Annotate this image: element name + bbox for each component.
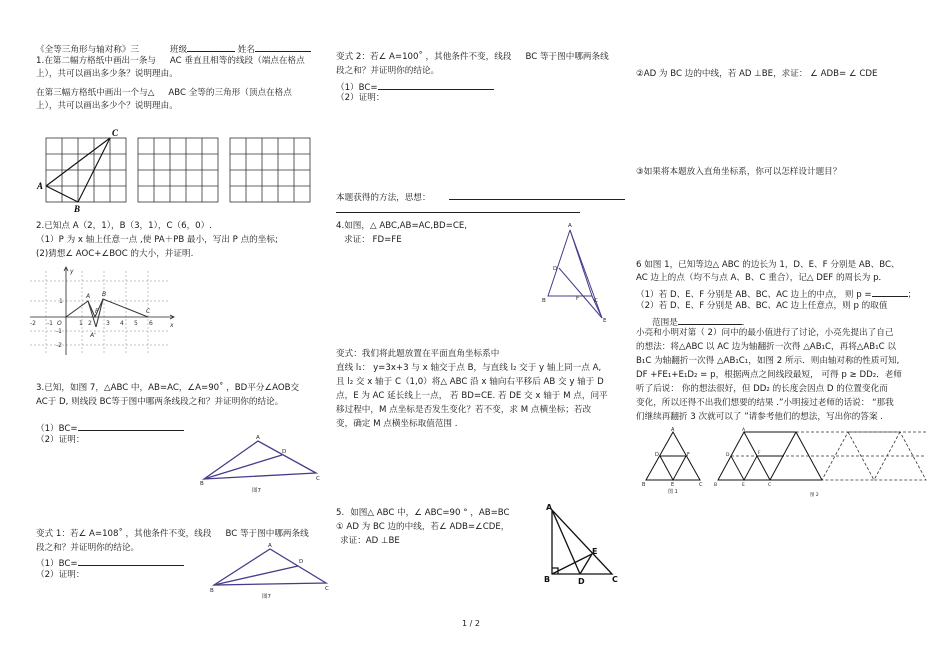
v2-sub1: （1）BC= [336,80,494,94]
q6-line2: AC 边上的点（均不与点 A、B、C 重合），记△ DEF 的周长为 p． [636,273,888,283]
q5c-text: ③如果将本题放入直角坐标系，你可以怎样设计题目？ [636,167,842,177]
page-number: 1 / 2 [462,619,480,628]
method-label: 本题获得的方法，思想： [336,190,625,204]
q6-line8: B₁C 为轴翻折一次得 △AB₁C₁，如图 2 所示．则由轴对称的性质可知, [636,356,900,366]
ytick-m2: -2 [56,342,62,349]
variant-line3: 且 l₂ 交 x 轴于 C（1,0）将△ ABC 沿 x 轴向右平移后 AB 交 y 轴于 D [336,377,604,387]
variant-line6: 变，确定 M 点横坐标取值范围 . [336,419,458,429]
fig2-label-d: D [726,453,730,458]
q5-label-b: B [544,575,551,584]
q4-label-f: F [576,296,580,302]
q3-text-line1: 3.已知，如图 7，△ABC 中，AB=AC，∠A=90˚ ，BD平分∠AOB交 [36,383,300,393]
v1-fig-label-b: B [210,588,214,594]
v2-text-line2: 段之和？并证明你的结论。 [336,66,440,76]
fig1-label-e: E [671,482,675,488]
point-label-c: C [146,308,151,315]
y-axis-label: y [70,268,74,275]
q6-line6: 小亮和小明对第（ 2）问中的最小值进行了讨论，小亮先提出了自己 [636,328,894,338]
q2-text-line1: 2.已知点 A（2，1），B（3，1），C（6，0）. [36,221,212,231]
origin-label: O [57,320,62,327]
q3-sub2: （2）证明： [36,435,85,445]
q5-label-e: E [592,547,598,556]
q5-figure [542,502,622,586]
v1-fig-label-a: A [268,543,272,549]
v1-text-line2: 段之和？并证明你的结论。 [36,543,140,553]
q5-label-c: C [612,575,618,584]
fig1-label-b: B [642,482,646,488]
q4-label-d: D [553,266,558,272]
point-label-p: P [95,308,99,315]
v1-text-line1: 变式 1：若∠ A=108˚ ，其他条件不变，线段 BC 等于图中哪两条线 [36,529,309,539]
xtick-5: 5 [134,320,138,327]
v2-text-line1: 变式 2：若∠ A=100˚ ，其他条件不变，线段 BC 等于图中哪两条线 [336,52,609,62]
q6-line10: 听了后说： 你的想法很好，但 DD₂ 的长度会因点 D 的位置变化而 [636,384,888,394]
worksheet-title: 《全等三角形与轴对称》三 班级 姓名 [36,42,311,56]
fig1-caption: 图 1 [668,489,678,495]
fig1-label-f: F [687,452,690,458]
q2-coordinate-plane [30,265,180,357]
v1-sub2: （2）证明： [36,570,85,580]
fig7-label-b: B [200,481,204,487]
q6-figure1 [642,428,704,494]
variant-line1: 变式：我们将此题放置在平面直角坐标系中 [336,349,500,359]
q5-label-a: A [546,503,553,512]
grid-label-c: C [112,128,119,138]
q6-line5: 范围是 ． [652,315,750,329]
fig2-label-a: A [742,428,746,433]
q5-text-line1: 5. 如图△ ABC 中，∠ ABC=90 ° ，AB=BC [336,508,510,518]
method-answer-line [336,203,580,213]
fig2-label-b: B [714,483,718,488]
q6-line4: （2）若 D、E、F 分别是 AB、BC、AC 边上任意点，则 p 的取值 [636,301,888,311]
q1-grid-figures [37,128,314,214]
grid-label-b: B [74,204,81,214]
xtick-m2: -2 [30,320,36,327]
point-label-a: A [86,293,91,300]
xtick-6: 6 [149,320,153,327]
variant-line5: 移过程中，M 点坐标是否发生变化？若不变，求 M 点横坐标；若改 [336,405,592,415]
variant-line2: 直线 l₁： y=3x+3 与 x 轴交于点 B，与直线 l₂ 交于 y 轴上同一点 A, [336,363,602,373]
q6-line1: 6 如图 1，已知等边△ ABC 的边长为 1，D、E、F 分别是 AB、BC、 [636,260,900,270]
x-axis-label: x [170,322,174,329]
q4-figure [542,222,612,322]
xtick-2: 2 [88,320,92,327]
q4-text-line2: 求证： FD=FE [344,235,402,245]
fig2-caption: 图 2 [810,493,819,498]
v2-sub2: （2）证明： [336,93,385,103]
q6-line11: 变化，所以还得不出我们想要的结果 .”小明接过老师的话说： “那我 [636,398,894,408]
xtick-1: 1 [79,320,83,327]
xtick-4: 4 [120,320,124,327]
fig1-label-a: A [671,427,675,433]
q4-label-c: C [594,298,598,304]
v1-sub1: （1）BC= [36,556,184,570]
q6-figure2 [714,428,940,498]
ytick-1: 1 [59,298,63,305]
xtick-3: 3 [106,320,110,327]
column-right [630,0,950,671]
q4-label-e: E [603,318,607,324]
v1-fig-label-c: C [325,586,329,592]
q6-line3: （1）若 D、E、F 分别是 AB、BC、AC 边上的中点， 则 p = ； [636,287,916,301]
q3-sub1: （1）BC= [36,421,184,435]
q4-label-a: A [568,223,572,229]
ytick-m1: -1 [56,328,62,335]
q5b-text: ②AD 为 BC 边的中线，若 AD ⊥BE，求证： ∠ ADB= ∠ CDE [636,69,878,79]
q5-label-d: D [578,577,585,586]
fig7-label-d: D [282,449,287,455]
grid-label-a: A [37,181,44,191]
q3-text-line2: AC于 D, 则线段 BC等于图中哪两条线段之和？并证明你的结论。 [36,397,284,407]
v1-figure7 [210,543,330,603]
fig1-label-d: D [655,452,659,458]
column-left [0,0,330,671]
fig1-label-c: C [699,482,703,488]
q3-figure7 [200,435,325,495]
fig2-label-f: F [758,451,761,456]
q4-label-b: B [542,298,546,304]
q6-line7: 的想法：将△ABC 以 AC 边为轴翻折一次得 △AB₁C，再将△AB₁C 以 [636,342,896,352]
q6-line9: DF +FE₁+E₁D₂ = p，根据两点之间线段最短， 可得 p ≥ DD₂．老师 [636,370,902,380]
v1-fig-label-d: D [299,559,304,565]
point-label-a1: A' [90,332,96,339]
fig2-label-c: C [768,483,772,488]
fig7-caption: 图7 [252,488,261,494]
q2-text-line3: (2)猜想∠ AOC+∠BOC 的大小，并证明. [36,249,194,259]
fig7-label-a: A [256,435,260,441]
q1-text-line4: 上），共可以画出多少个？说明理由。 [36,101,178,111]
v1-fig-caption: 图7 [262,594,271,600]
q5-text-line3: 求证：AD ⊥BE [340,536,400,546]
xtick-m1: -1 [47,320,53,327]
fig7-label-c: C [316,476,320,482]
q1-text-line2: 上），共可以画出多少条？说明理由。 [36,69,178,79]
q6-line12: 们继续再翻折 3 次就可以了 ”请参考他们的想法，写出你的答案 . [636,412,884,422]
q4-text-line1: 4.如图，△ ABC,AB=AC,BD=CE, [336,221,467,231]
q5-text-line2: ① AD 为 BC 边的中线，若∠ ADB=∠CDE， [336,522,510,532]
q1-text-line1: 1.在第二幅方格纸中画出一条与 AC 垂直且相等的线段（端点在格点 [36,56,305,66]
q2-text-line2: （1）P 为 x 轴上任意一点 ,使 PA＋PB 最小，写出 P 点的坐标; [36,235,278,245]
q1-text-line3: 在第三幅方格纸中画出一个与△ ABC 全等的三角形（顶点在格点 [36,88,292,98]
point-label-b: B [102,291,107,298]
variant-line4: 点，E 为 AC 延长线上一点， 若 BD=CE. 若 DE 交 x 轴于 M 点，问平 [336,391,608,401]
column-middle [330,0,630,671]
fig2-label-e: E [742,483,745,488]
